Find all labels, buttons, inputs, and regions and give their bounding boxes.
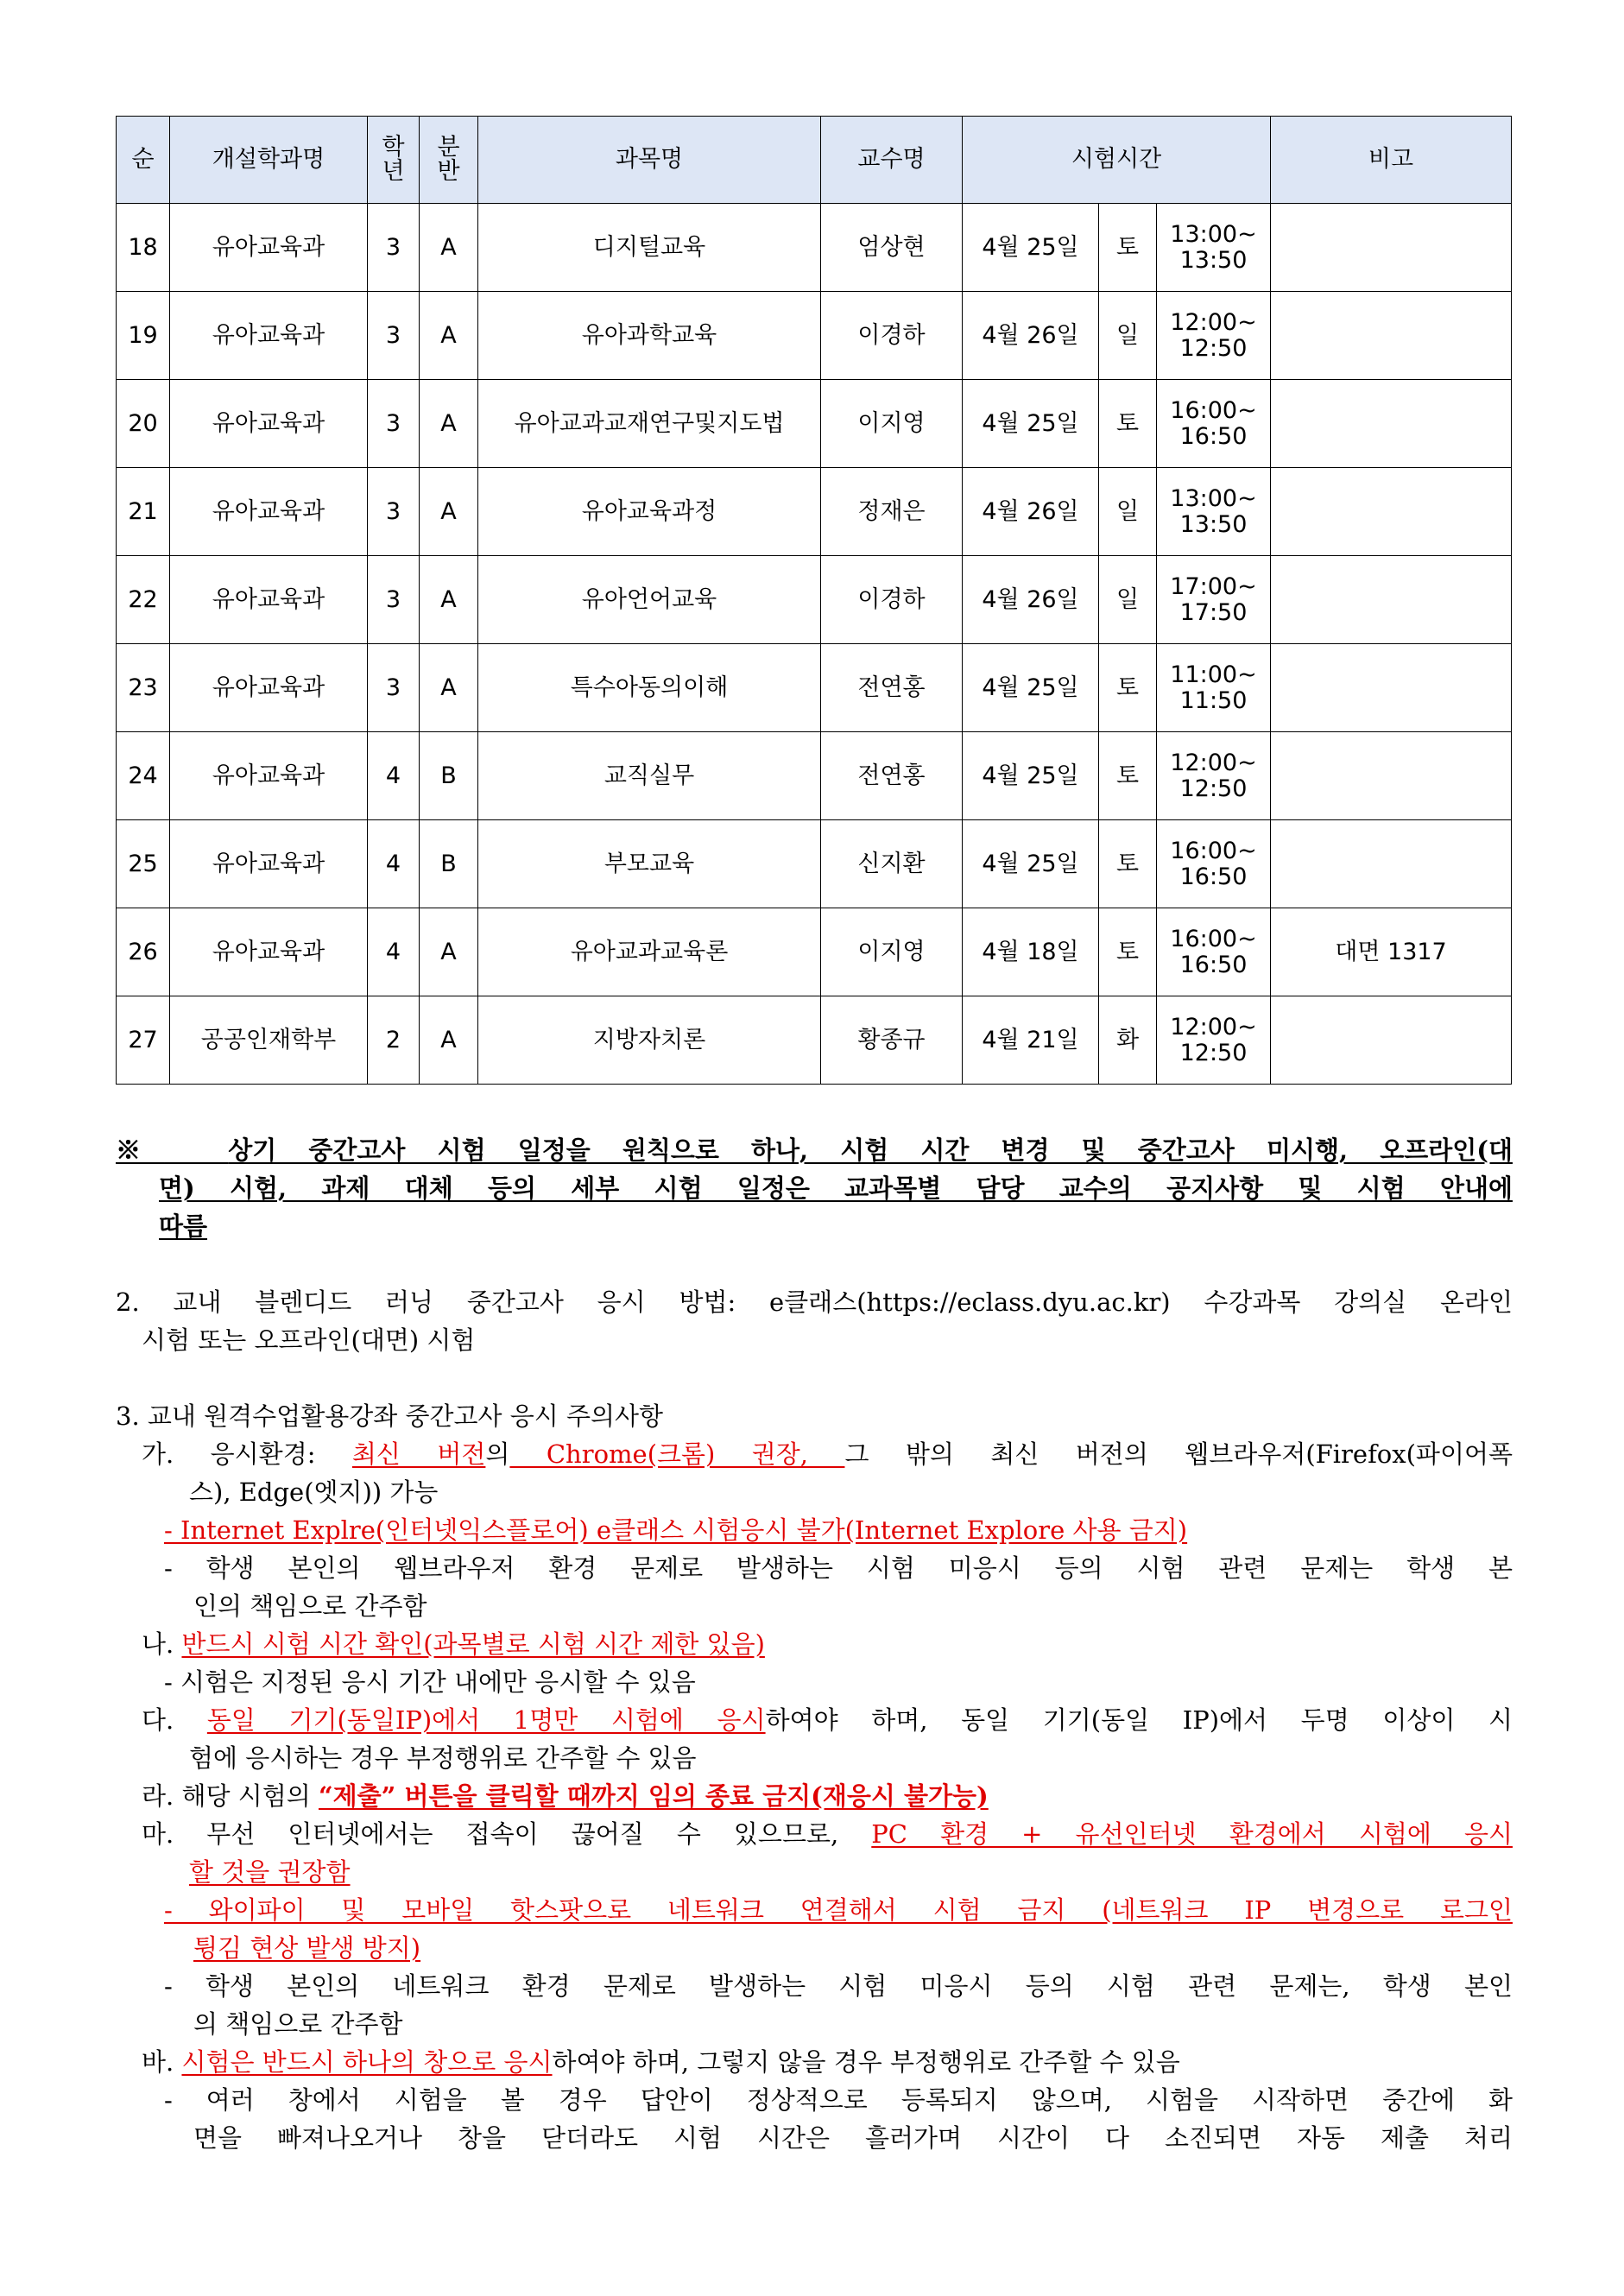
item-ra-label: 라. 해당 시험의 — [142, 1781, 319, 1811]
item-ba-rest: 하여야 하며, 그렇지 않을 경우 부정행위로 간주할 수 있음 — [552, 2047, 1180, 2077]
section2-line-2: 시험 또는 오프라인(대면) 시험 — [142, 1325, 476, 1355]
cell-time — [1157, 204, 1271, 292]
cell-date: 4월 26일 — [963, 292, 1099, 380]
cell-professor: 정재은 — [821, 468, 963, 556]
cell-dept: 유아교육과 — [170, 732, 368, 820]
cell-day: 토 — [1099, 908, 1157, 996]
section2-line-1: 2. 교내 블렌디드 러닝 중간고사 응시 방법: e클래스(https://eclass.dyu.ac.kr) 수강과목 강의실 온라인 — [116, 1287, 1513, 1317]
cell-dept: 유아교육과 — [170, 644, 368, 732]
cell-professor: 이경하 — [821, 292, 963, 380]
cell-time-start: 16:00~ — [1170, 925, 1257, 952]
notes-section — [116, 1131, 1513, 2157]
cell-dept: 유아교육과 — [170, 820, 368, 908]
table-row — [117, 556, 1512, 644]
item-da-label: 다. — [142, 1705, 207, 1735]
item-ba-label: 바. — [142, 2047, 182, 2077]
cell-professor: 이지영 — [821, 908, 963, 996]
item-da-red: 동일 기기(동일IP)에서 1명만 시험에 응시 — [206, 1705, 766, 1735]
cell-time-end: 12:50 — [1179, 775, 1248, 802]
header-note: 비고 — [1271, 117, 1512, 204]
item-ma-sub-1-line-1: - 와이파이 및 모바일 핫스팟으로 네트워크 연결해서 시험 금지 (네트워크 IP 변경으로 로그인 — [164, 1895, 1513, 1925]
cell-note — [1271, 644, 1512, 732]
cell-time-start: 11:00~ — [1170, 661, 1257, 688]
cell-dept: 공공인재학부 — [170, 996, 368, 1085]
cell-grade: 4 — [368, 908, 420, 996]
table-body — [117, 204, 1512, 1085]
header-class-2: 반 — [437, 158, 460, 185]
cell-class: B — [420, 820, 478, 908]
header-exam-time: 시험시간 — [963, 117, 1271, 204]
item-ga-red-2: Chrome(크롬) 권장, — [509, 1439, 845, 1469]
cell-subject: 유아과학교육 — [478, 292, 821, 380]
cell-day: 일 — [1099, 468, 1157, 556]
cell-class: A — [420, 908, 478, 996]
cell-time — [1157, 292, 1271, 380]
item-ma-red-1: PC 환경 + 유선인터넷 환경에서 시험에 응시 — [871, 1819, 1513, 1849]
cell-dept: 유아교육과 — [170, 292, 368, 380]
cell-time-start: 12:00~ — [1170, 1013, 1257, 1040]
cell-professor: 신지환 — [821, 820, 963, 908]
table-row — [117, 204, 1512, 292]
cell-subject: 디지털교육 — [478, 204, 821, 292]
cell-dept: 유아교육과 — [170, 380, 368, 468]
item-ma-sub-2-line-2: 의 책임으로 간주함 — [193, 2009, 403, 2039]
cell-note — [1271, 204, 1512, 292]
cell-date: 4월 25일 — [963, 204, 1099, 292]
cell-date: 4월 25일 — [963, 820, 1099, 908]
table-row — [117, 732, 1512, 820]
header-subject: 과목명 — [478, 117, 821, 204]
cell-no: 21 — [117, 468, 170, 556]
item-ga-label: 가. 응시환경: — [142, 1439, 352, 1469]
cell-class: B — [420, 732, 478, 820]
header-grade — [368, 117, 420, 204]
cell-no: 26 — [117, 908, 170, 996]
table-row — [117, 644, 1512, 732]
cell-time-end: 16:50 — [1179, 863, 1248, 890]
item-na-line — [116, 1625, 1513, 1663]
item-na-label: 나. — [142, 1629, 182, 1659]
cell-time-start: 13:00~ — [1170, 220, 1257, 248]
exam-schedule-table — [116, 116, 1512, 1085]
item-ga-sub-1: - Internet Explre(인터넷익스플로어) e클래스 시험응시 불가(Internet Explore 사용 금지) — [164, 1515, 1188, 1545]
cell-subject: 유아교육과정 — [478, 468, 821, 556]
cell-subject: 유아교과교재연구및지도법 — [478, 380, 821, 468]
cell-subject: 유아언어교육 — [478, 556, 821, 644]
cell-time — [1157, 468, 1271, 556]
cell-note — [1271, 292, 1512, 380]
cell-time-end: 12:50 — [1179, 334, 1248, 362]
cell-grade: 3 — [368, 292, 420, 380]
cell-date: 4월 26일 — [963, 556, 1099, 644]
cell-time-end: 17:50 — [1179, 598, 1248, 626]
item-ma-line-1 — [116, 1815, 1513, 1853]
item-ba-sub-1-line-2: 면을 빠져나오거나 창을 닫더라도 시험 시간은 흘러가며 시간이 다 소진되면 자동 제출 처리 — [193, 2123, 1513, 2153]
cell-grade: 3 — [368, 380, 420, 468]
cell-note — [1271, 996, 1512, 1085]
cell-professor: 이지영 — [821, 380, 963, 468]
cell-class: A — [420, 996, 478, 1085]
cell-subject: 부모교육 — [478, 820, 821, 908]
table-header-row — [117, 117, 1512, 204]
cell-grade: 3 — [368, 468, 420, 556]
item-ma-sub-1-line-2: 튕김 현상 발생 방지) — [193, 1933, 421, 1963]
cell-time-end: 16:50 — [1179, 951, 1248, 978]
cell-note — [1271, 820, 1512, 908]
cell-time-start: 12:00~ — [1170, 308, 1257, 336]
cell-no: 23 — [117, 644, 170, 732]
item-ba-red: 시험은 반드시 하나의 창으로 응시 — [181, 2047, 553, 2077]
table-row — [117, 380, 1512, 468]
cell-professor: 전연홍 — [821, 732, 963, 820]
item-ga-rest-1: 그 밖의 최신 버전의 웹브라우저(Firefox(파이어폭 — [844, 1439, 1513, 1469]
cell-class: A — [420, 204, 478, 292]
header-grade-1: 학 — [382, 133, 405, 161]
item-da-line-2: 험에 응시하는 경우 부정행위로 간주할 수 있음 — [189, 1743, 697, 1773]
cell-date: 4월 18일 — [963, 908, 1099, 996]
cell-grade: 3 — [368, 644, 420, 732]
notice-line-2: 면) 시험, 과제 대체 등의 세부 시험 일정은 교과목별 담당 교수의 공지사항 및 시험 안내에 — [159, 1173, 1513, 1203]
cell-day: 화 — [1099, 996, 1157, 1085]
cell-time — [1157, 820, 1271, 908]
cell-class: A — [420, 292, 478, 380]
notice-line-3: 따름 — [159, 1211, 208, 1241]
cell-professor: 황종규 — [821, 996, 963, 1085]
cell-subject: 유아교과교육론 — [478, 908, 821, 996]
cell-day: 일 — [1099, 292, 1157, 380]
cell-time — [1157, 556, 1271, 644]
cell-time — [1157, 996, 1271, 1085]
cell-time — [1157, 644, 1271, 732]
cell-no: 22 — [117, 556, 170, 644]
table-row — [117, 468, 1512, 556]
cell-date: 4월 21일 — [963, 996, 1099, 1085]
item-ma-line-2: 할 것을 권장함 — [189, 1857, 351, 1887]
cell-no: 27 — [117, 996, 170, 1085]
header-dept: 개설학과명 — [170, 117, 368, 204]
item-ga-sub-2-line-1: - 학생 본인의 웹브라우저 환경 문제로 발생하는 시험 미응시 등의 시험 관련 문제는 학생 본 — [164, 1553, 1513, 1583]
item-ba-line — [116, 2043, 1513, 2081]
item-ma-sub-2-line-1: - 학생 본인의 네트워크 환경 문제로 발생하는 시험 미응시 등의 시험 관련 문제는, 학생 본인 — [164, 1971, 1513, 2001]
notice-block — [116, 1131, 1513, 1245]
item-ra-red: “제출” 버튼을 클릭할 때까지 임의 종료 금지(재응시 불가능) — [318, 1781, 989, 1811]
cell-time-start: 13:00~ — [1170, 484, 1257, 512]
cell-day: 토 — [1099, 820, 1157, 908]
table-row — [117, 820, 1512, 908]
cell-class: A — [420, 644, 478, 732]
cell-grade: 4 — [368, 732, 420, 820]
item-ga-sub-2-line-2: 인의 책임으로 간주함 — [193, 1591, 427, 1621]
cell-subject: 교직실무 — [478, 732, 821, 820]
item-ga-line-1 — [116, 1435, 1513, 1473]
cell-time-end: 11:50 — [1179, 686, 1248, 714]
cell-subject: 지방자치론 — [478, 996, 821, 1085]
cell-date: 4월 25일 — [963, 380, 1099, 468]
cell-time — [1157, 732, 1271, 820]
table-row — [117, 292, 1512, 380]
cell-professor: 전연홍 — [821, 644, 963, 732]
cell-day: 토 — [1099, 732, 1157, 820]
item-na-sub-1: - 시험은 지정된 응시 기간 내에만 응시할 수 있음 — [164, 1667, 696, 1697]
notice-text-1: 상기 중간고사 시험 일정을 원칙으로 하나, 시험 시간 변경 및 중간고사 미시행, 오프라인(대 — [228, 1135, 1513, 1165]
cell-note: 대면 1317 — [1271, 908, 1512, 996]
cell-date: 4월 25일 — [963, 732, 1099, 820]
cell-time-end: 13:50 — [1179, 246, 1248, 274]
cell-grade: 3 — [368, 204, 420, 292]
cell-time — [1157, 380, 1271, 468]
cell-no: 25 — [117, 820, 170, 908]
cell-day: 토 — [1099, 204, 1157, 292]
notice-line-1 — [116, 1131, 1513, 1169]
item-da-line-1 — [116, 1701, 1513, 1739]
cell-day: 토 — [1099, 380, 1157, 468]
cell-professor: 이경하 — [821, 556, 963, 644]
cell-note — [1271, 732, 1512, 820]
cell-time — [1157, 908, 1271, 996]
cell-time-end: 13:50 — [1179, 510, 1248, 538]
cell-grade: 4 — [368, 820, 420, 908]
cell-no: 20 — [117, 380, 170, 468]
item-ga-mid: 의 — [485, 1439, 510, 1469]
cell-time-start: 16:00~ — [1170, 837, 1257, 864]
cell-note — [1271, 556, 1512, 644]
cell-dept: 유아교육과 — [170, 908, 368, 996]
cell-dept: 유아교육과 — [170, 556, 368, 644]
header-class — [420, 117, 478, 204]
reference-mark: ※ — [116, 1135, 165, 1165]
cell-no: 18 — [117, 204, 170, 292]
cell-subject: 특수아동의이해 — [478, 644, 821, 732]
cell-day: 토 — [1099, 644, 1157, 732]
cell-no: 19 — [117, 292, 170, 380]
item-ra-line — [116, 1777, 1513, 1815]
cell-class: A — [420, 380, 478, 468]
cell-day: 일 — [1099, 556, 1157, 644]
item-da-rest-1: 하여야 하며, 동일 기기(동일 IP)에서 두명 이상이 시 — [765, 1705, 1513, 1735]
cell-note — [1271, 468, 1512, 556]
item-ma-label: 마. 무선 인터넷에서는 접속이 끊어질 수 있으므로, — [142, 1819, 872, 1849]
cell-grade: 3 — [368, 556, 420, 644]
header-professor: 교수명 — [821, 117, 963, 204]
cell-class: A — [420, 556, 478, 644]
cell-grade: 2 — [368, 996, 420, 1085]
cell-time-end: 16:50 — [1179, 422, 1248, 450]
section3-title: 3. 교내 원격수업활용강좌 중간고사 응시 주의사항 — [116, 1401, 664, 1431]
item-ga-line-2: 스), Edge(엣지)) 가능 — [189, 1477, 439, 1507]
item-na-red: 반드시 시험 시간 확인(과목별로 시험 시간 제한 있음) — [181, 1629, 765, 1659]
cell-class: A — [420, 468, 478, 556]
cell-time-start: 17:00~ — [1170, 572, 1257, 600]
header-no: 순 — [117, 117, 170, 204]
cell-professor: 엄상현 — [821, 204, 963, 292]
cell-dept: 유아교육과 — [170, 204, 368, 292]
item-ba-sub-1-line-1: - 여러 창에서 시험을 볼 경우 답안이 정상적으로 등록되지 않으며, 시험을 시작하면 중간에 화 — [164, 2085, 1513, 2115]
item-ga-red-1: 최신 버전 — [351, 1439, 486, 1469]
header-grade-2: 년 — [382, 158, 405, 185]
cell-date: 4월 25일 — [963, 644, 1099, 732]
cell-no: 24 — [117, 732, 170, 820]
cell-dept: 유아교육과 — [170, 468, 368, 556]
table-row — [117, 908, 1512, 996]
cell-date: 4월 26일 — [963, 468, 1099, 556]
table-row — [117, 996, 1512, 1085]
cell-note — [1271, 380, 1512, 468]
cell-time-start: 16:00~ — [1170, 396, 1257, 424]
cell-time-end: 12:50 — [1179, 1039, 1248, 1066]
cell-time-start: 12:00~ — [1170, 749, 1257, 776]
header-class-1: 분 — [437, 133, 460, 161]
